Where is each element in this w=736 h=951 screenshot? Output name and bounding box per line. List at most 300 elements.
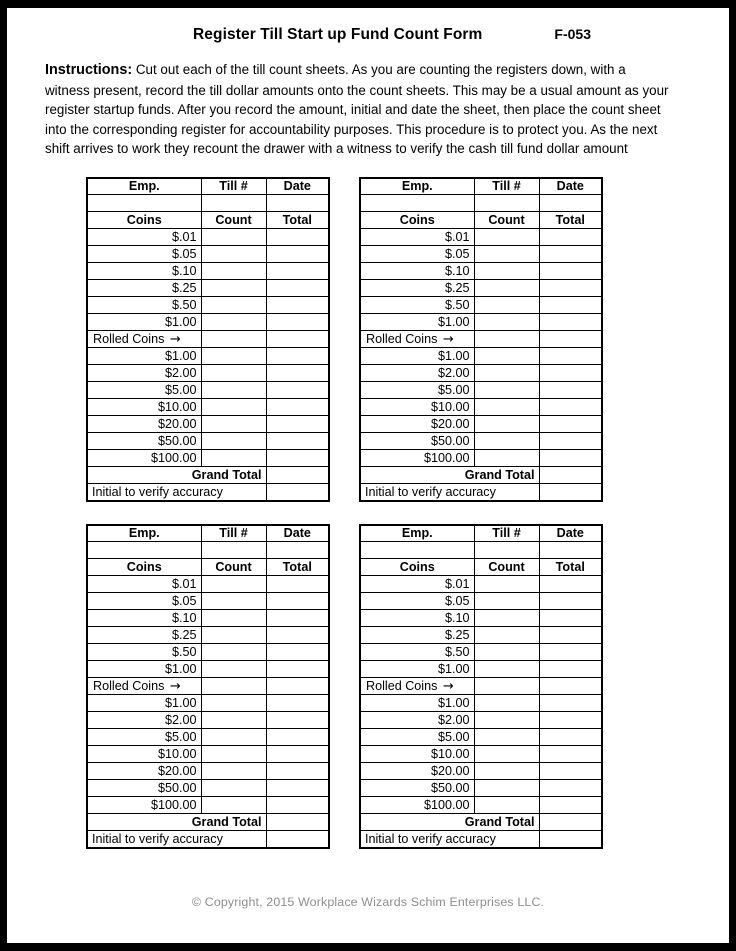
initial-input-cell[interactable] bbox=[539, 831, 602, 848]
total-input-cell[interactable] bbox=[266, 780, 329, 797]
denomination-label: $1.00 bbox=[87, 695, 201, 712]
denomination-row bbox=[360, 246, 602, 263]
total-input-cell[interactable] bbox=[539, 450, 602, 467]
count-input-cell[interactable] bbox=[201, 280, 266, 297]
grand-total-label: Grand Total bbox=[360, 814, 539, 831]
denomination-label: $.01 bbox=[87, 229, 201, 246]
total-input-cell[interactable] bbox=[266, 382, 329, 399]
denomination-label: $.01 bbox=[87, 576, 201, 593]
document-header bbox=[33, 26, 703, 44]
denomination-row bbox=[360, 712, 602, 729]
denomination-row bbox=[87, 433, 329, 450]
total-input-cell[interactable] bbox=[266, 661, 329, 678]
till-count-sheet-bottom-right bbox=[359, 524, 603, 849]
denomination-row bbox=[87, 712, 329, 729]
grand-total-row bbox=[360, 467, 602, 484]
denomination-label: $10.00 bbox=[360, 399, 474, 416]
denomination-label: $5.00 bbox=[87, 729, 201, 746]
denomination-label: $.50 bbox=[87, 297, 201, 314]
count-input-cell[interactable] bbox=[474, 746, 539, 763]
denomination-label: $.01 bbox=[360, 576, 474, 593]
total-input-cell[interactable] bbox=[539, 712, 602, 729]
denomination-row bbox=[360, 450, 602, 467]
denomination-label: $1.00 bbox=[87, 314, 201, 331]
arrow-right-icon: → bbox=[169, 331, 181, 347]
count-input-cell[interactable] bbox=[474, 695, 539, 712]
total-input-cell[interactable] bbox=[266, 729, 329, 746]
count-sheets-grid bbox=[33, 177, 703, 849]
denomination-label: $.10 bbox=[87, 610, 201, 627]
till-count-sheet-bottom-left bbox=[86, 524, 330, 849]
denomination-row bbox=[360, 348, 602, 365]
total-input-cell[interactable] bbox=[539, 763, 602, 780]
denomination-row bbox=[87, 661, 329, 678]
count-input-cell[interactable] bbox=[474, 348, 539, 365]
subheader-total: Total bbox=[266, 559, 329, 576]
total-input-cell[interactable] bbox=[539, 263, 602, 280]
denomination-label: $.05 bbox=[360, 246, 474, 263]
total-input-cell[interactable] bbox=[266, 365, 329, 382]
instructions-text: Cut out each of the till count sheets. As you are counting the registers down, with a witness present, record the till dollar amounts onto the count sheets. This may be a usual amount as your register startup funds. After you record the amount, initial and date the sheet, then place the count sheet into the corresponding register for accountability purposes. This procedure is to protect you. As the next shift arrives to work they recount the drawer with a witness to verify the cash till fund dollar amount bbox=[45, 62, 669, 157]
denomination-row bbox=[360, 365, 602, 382]
denomination-label: $2.00 bbox=[360, 712, 474, 729]
denomination-label: $50.00 bbox=[87, 433, 201, 450]
total-input-cell[interactable] bbox=[266, 712, 329, 729]
total-input-cell[interactable] bbox=[539, 610, 602, 627]
subheader-coins: Coins bbox=[360, 212, 474, 229]
arrow-right-icon: → bbox=[442, 331, 454, 347]
rolled-coins-text: Rolled Coins bbox=[93, 678, 165, 693]
denomination-row bbox=[87, 263, 329, 280]
total-input-cell[interactable] bbox=[266, 593, 329, 610]
total-input-cell[interactable] bbox=[266, 399, 329, 416]
denomination-label: $100.00 bbox=[360, 797, 474, 814]
denomination-row bbox=[87, 610, 329, 627]
count-input-cell[interactable] bbox=[474, 661, 539, 678]
till-number-input-cell[interactable] bbox=[474, 195, 539, 212]
sheet-entry-row bbox=[360, 195, 602, 212]
total-input-cell[interactable] bbox=[539, 661, 602, 678]
header-date: Date bbox=[266, 525, 329, 542]
total-input-cell[interactable] bbox=[539, 297, 602, 314]
initial-input-cell[interactable] bbox=[539, 484, 602, 501]
denomination-row bbox=[87, 644, 329, 661]
denomination-row bbox=[360, 627, 602, 644]
count-input-cell[interactable] bbox=[201, 382, 266, 399]
count-input-cell[interactable] bbox=[474, 331, 539, 348]
initial-label: Initial to verify accuracy bbox=[360, 484, 539, 501]
count-input-cell[interactable] bbox=[474, 246, 539, 263]
grand-total-label: Grand Total bbox=[87, 467, 266, 484]
denomination-row bbox=[360, 416, 602, 433]
total-input-cell[interactable] bbox=[539, 382, 602, 399]
date-input-cell[interactable] bbox=[266, 542, 329, 559]
total-input-cell[interactable] bbox=[539, 331, 602, 348]
count-input-cell[interactable] bbox=[201, 763, 266, 780]
denomination-label: $1.00 bbox=[87, 661, 201, 678]
page-content bbox=[7, 8, 729, 943]
denomination-row bbox=[360, 331, 602, 348]
total-input-cell[interactable] bbox=[266, 297, 329, 314]
header-till-number: Till # bbox=[474, 178, 539, 195]
header-till-number: Till # bbox=[201, 525, 266, 542]
denomination-row bbox=[87, 780, 329, 797]
total-input-cell[interactable] bbox=[266, 576, 329, 593]
count-input-cell[interactable] bbox=[474, 297, 539, 314]
subheader-count: Count bbox=[201, 212, 266, 229]
denomination-row bbox=[360, 314, 602, 331]
total-input-cell[interactable] bbox=[539, 280, 602, 297]
total-input-cell[interactable] bbox=[266, 627, 329, 644]
count-input-cell[interactable] bbox=[474, 314, 539, 331]
denomination-row bbox=[360, 229, 602, 246]
denomination-row bbox=[87, 314, 329, 331]
count-input-cell[interactable] bbox=[201, 450, 266, 467]
rolled-coins-text: Rolled Coins bbox=[366, 331, 438, 346]
count-input-cell[interactable] bbox=[474, 678, 539, 695]
denomination-label: $100.00 bbox=[360, 450, 474, 467]
denomination-row bbox=[87, 280, 329, 297]
count-input-cell[interactable] bbox=[474, 576, 539, 593]
count-input-cell[interactable] bbox=[201, 695, 266, 712]
count-input-cell[interactable] bbox=[201, 416, 266, 433]
date-input-cell[interactable] bbox=[539, 542, 602, 559]
initial-row bbox=[87, 484, 329, 501]
total-input-cell[interactable] bbox=[539, 365, 602, 382]
total-input-cell[interactable] bbox=[539, 229, 602, 246]
denomination-label: $2.00 bbox=[87, 365, 201, 382]
count-input-cell[interactable] bbox=[474, 280, 539, 297]
sheet-subheader-row bbox=[360, 559, 602, 576]
denomination-row bbox=[87, 729, 329, 746]
header-emp: Emp. bbox=[360, 178, 474, 195]
sheet-entry-row bbox=[87, 195, 329, 212]
count-input-cell[interactable] bbox=[474, 593, 539, 610]
denomination-row bbox=[360, 661, 602, 678]
denomination-label: $.10 bbox=[360, 610, 474, 627]
initial-label: Initial to verify accuracy bbox=[360, 831, 539, 848]
total-input-cell[interactable] bbox=[539, 797, 602, 814]
count-input-cell[interactable] bbox=[201, 712, 266, 729]
initial-row bbox=[360, 484, 602, 501]
initial-label: Initial to verify accuracy bbox=[87, 484, 266, 501]
till-count-sheet-top-left bbox=[86, 177, 330, 502]
denomination-row bbox=[87, 382, 329, 399]
denomination-label: $.05 bbox=[360, 593, 474, 610]
arrow-right-icon: → bbox=[169, 678, 181, 694]
denomination-label: $.25 bbox=[360, 627, 474, 644]
sheet-header-row bbox=[360, 525, 602, 542]
total-input-cell[interactable] bbox=[266, 433, 329, 450]
count-input-cell[interactable] bbox=[201, 661, 266, 678]
denomination-label: $.50 bbox=[87, 644, 201, 661]
count-input-cell[interactable] bbox=[474, 382, 539, 399]
denomination-row bbox=[360, 433, 602, 450]
denomination-row bbox=[87, 797, 329, 814]
denomination-row bbox=[360, 382, 602, 399]
instructions-paragraph bbox=[33, 60, 703, 159]
total-input-cell[interactable] bbox=[539, 746, 602, 763]
sheet-subheader-row bbox=[87, 559, 329, 576]
total-input-cell[interactable] bbox=[539, 678, 602, 695]
denomination-row bbox=[360, 576, 602, 593]
grand-total-input-cell[interactable] bbox=[266, 814, 329, 831]
subheader-coins: Coins bbox=[360, 559, 474, 576]
denomination-row bbox=[87, 746, 329, 763]
count-input-cell[interactable] bbox=[474, 780, 539, 797]
denomination-label: $.10 bbox=[360, 263, 474, 280]
header-emp: Emp. bbox=[87, 178, 201, 195]
denomination-row bbox=[87, 627, 329, 644]
denomination-label: $.50 bbox=[360, 644, 474, 661]
sheet-entry-row bbox=[360, 542, 602, 559]
rolled-coins-label bbox=[360, 678, 474, 695]
subheader-count: Count bbox=[474, 559, 539, 576]
denomination-row bbox=[87, 450, 329, 467]
rolled-coins-label bbox=[360, 331, 474, 348]
date-input-cell[interactable] bbox=[539, 195, 602, 212]
total-input-cell[interactable] bbox=[266, 644, 329, 661]
header-till-number: Till # bbox=[474, 525, 539, 542]
total-input-cell[interactable] bbox=[539, 399, 602, 416]
count-input-cell[interactable] bbox=[201, 610, 266, 627]
total-input-cell[interactable] bbox=[266, 797, 329, 814]
total-input-cell[interactable] bbox=[539, 348, 602, 365]
denomination-row bbox=[360, 280, 602, 297]
count-input-cell[interactable] bbox=[474, 229, 539, 246]
denomination-row bbox=[87, 763, 329, 780]
count-input-cell[interactable] bbox=[474, 263, 539, 280]
total-input-cell[interactable] bbox=[266, 678, 329, 695]
till-number-input-cell[interactable] bbox=[474, 542, 539, 559]
total-input-cell[interactable] bbox=[266, 746, 329, 763]
total-input-cell[interactable] bbox=[539, 246, 602, 263]
total-input-cell[interactable] bbox=[266, 314, 329, 331]
denomination-row bbox=[87, 365, 329, 382]
header-date: Date bbox=[266, 178, 329, 195]
instructions-label: Instructions: bbox=[45, 62, 133, 78]
subheader-count: Count bbox=[474, 212, 539, 229]
denomination-label: $5.00 bbox=[87, 382, 201, 399]
arrow-right-icon: → bbox=[442, 678, 454, 694]
total-input-cell[interactable] bbox=[266, 263, 329, 280]
denomination-row bbox=[360, 399, 602, 416]
grand-total-input-cell[interactable] bbox=[539, 467, 602, 484]
denomination-label: $1.00 bbox=[360, 348, 474, 365]
emp-input-cell[interactable] bbox=[360, 542, 474, 559]
denomination-label: $1.00 bbox=[360, 695, 474, 712]
total-input-cell[interactable] bbox=[539, 729, 602, 746]
denomination-row bbox=[360, 610, 602, 627]
denomination-row bbox=[360, 797, 602, 814]
subheader-total: Total bbox=[539, 212, 602, 229]
count-input-cell[interactable] bbox=[474, 399, 539, 416]
total-input-cell[interactable] bbox=[266, 695, 329, 712]
denomination-label: $100.00 bbox=[87, 450, 201, 467]
count-input-cell[interactable] bbox=[201, 263, 266, 280]
total-input-cell[interactable] bbox=[266, 331, 329, 348]
denomination-label: $1.00 bbox=[87, 348, 201, 365]
denomination-label: $50.00 bbox=[87, 780, 201, 797]
count-input-cell[interactable] bbox=[474, 797, 539, 814]
total-input-cell[interactable] bbox=[539, 780, 602, 797]
denomination-row bbox=[360, 678, 602, 695]
denomination-row bbox=[360, 780, 602, 797]
total-input-cell[interactable] bbox=[266, 348, 329, 365]
emp-input-cell[interactable] bbox=[87, 542, 201, 559]
denomination-label: $50.00 bbox=[360, 780, 474, 797]
count-input-cell[interactable] bbox=[474, 627, 539, 644]
count-input-cell[interactable] bbox=[474, 644, 539, 661]
count-input-cell[interactable] bbox=[201, 433, 266, 450]
count-input-cell[interactable] bbox=[201, 399, 266, 416]
grand-total-row bbox=[87, 814, 329, 831]
denomination-label: $.05 bbox=[87, 246, 201, 263]
denomination-label: $.05 bbox=[87, 593, 201, 610]
denomination-row bbox=[360, 644, 602, 661]
denomination-row bbox=[360, 297, 602, 314]
total-input-cell[interactable] bbox=[539, 416, 602, 433]
total-input-cell[interactable] bbox=[539, 593, 602, 610]
denomination-row bbox=[87, 678, 329, 695]
grand-total-label: Grand Total bbox=[360, 467, 539, 484]
denomination-row bbox=[87, 416, 329, 433]
count-input-cell[interactable] bbox=[474, 450, 539, 467]
count-input-cell[interactable] bbox=[474, 729, 539, 746]
denomination-label: $5.00 bbox=[360, 382, 474, 399]
denomination-label: $.01 bbox=[360, 229, 474, 246]
denomination-label: $.25 bbox=[87, 280, 201, 297]
subheader-total: Total bbox=[539, 559, 602, 576]
total-input-cell[interactable] bbox=[539, 627, 602, 644]
sheet-entry-row bbox=[87, 542, 329, 559]
count-input-cell[interactable] bbox=[201, 229, 266, 246]
count-input-cell[interactable] bbox=[201, 627, 266, 644]
total-input-cell[interactable] bbox=[266, 229, 329, 246]
sheet-header-row bbox=[87, 525, 329, 542]
count-input-cell[interactable] bbox=[201, 576, 266, 593]
sheet-header-row bbox=[87, 178, 329, 195]
denomination-label: $20.00 bbox=[87, 416, 201, 433]
count-input-cell[interactable] bbox=[201, 746, 266, 763]
denomination-row bbox=[360, 763, 602, 780]
header-date: Date bbox=[539, 525, 602, 542]
rolled-coins-label bbox=[87, 678, 201, 695]
emp-input-cell[interactable] bbox=[360, 195, 474, 212]
rolled-coins-text: Rolled Coins bbox=[366, 678, 438, 693]
count-input-cell[interactable] bbox=[201, 797, 266, 814]
denomination-label: $10.00 bbox=[360, 746, 474, 763]
count-input-cell[interactable] bbox=[474, 365, 539, 382]
count-input-cell[interactable] bbox=[474, 763, 539, 780]
count-input-cell[interactable] bbox=[201, 593, 266, 610]
page-title: Register Till Start up Fund Count Form bbox=[193, 26, 483, 43]
date-input-cell[interactable] bbox=[266, 195, 329, 212]
denomination-row bbox=[360, 746, 602, 763]
count-input-cell[interactable] bbox=[201, 678, 266, 695]
total-input-cell[interactable] bbox=[266, 280, 329, 297]
denomination-row bbox=[360, 263, 602, 280]
denomination-row bbox=[87, 229, 329, 246]
subheader-coins: Coins bbox=[87, 559, 201, 576]
total-input-cell[interactable] bbox=[539, 695, 602, 712]
total-input-cell[interactable] bbox=[266, 610, 329, 627]
header-till-number: Till # bbox=[201, 178, 266, 195]
denomination-label: $10.00 bbox=[87, 746, 201, 763]
emp-input-cell[interactable] bbox=[87, 195, 201, 212]
till-number-input-cell[interactable] bbox=[201, 542, 266, 559]
denomination-label: $1.00 bbox=[360, 314, 474, 331]
grand-total-input-cell[interactable] bbox=[539, 814, 602, 831]
initial-label: Initial to verify accuracy bbox=[87, 831, 266, 848]
count-input-cell[interactable] bbox=[201, 314, 266, 331]
count-input-cell[interactable] bbox=[474, 416, 539, 433]
denomination-label: $1.00 bbox=[360, 661, 474, 678]
denomination-row bbox=[87, 576, 329, 593]
sheet-header-row bbox=[360, 178, 602, 195]
initial-row bbox=[87, 831, 329, 848]
denomination-label: $20.00 bbox=[87, 763, 201, 780]
count-input-cell[interactable] bbox=[201, 644, 266, 661]
initial-input-cell[interactable] bbox=[266, 831, 329, 848]
denomination-row bbox=[360, 593, 602, 610]
denomination-label: $2.00 bbox=[360, 365, 474, 382]
count-input-cell[interactable] bbox=[201, 348, 266, 365]
count-input-cell[interactable] bbox=[474, 712, 539, 729]
count-input-cell[interactable] bbox=[474, 610, 539, 627]
total-input-cell[interactable] bbox=[266, 416, 329, 433]
total-input-cell[interactable] bbox=[266, 763, 329, 780]
denomination-label: $.10 bbox=[87, 263, 201, 280]
count-input-cell[interactable] bbox=[201, 365, 266, 382]
count-input-cell[interactable] bbox=[201, 246, 266, 263]
total-input-cell[interactable] bbox=[266, 450, 329, 467]
count-input-cell[interactable] bbox=[474, 433, 539, 450]
initial-row bbox=[360, 831, 602, 848]
till-number-input-cell[interactable] bbox=[201, 195, 266, 212]
denomination-label: $20.00 bbox=[360, 763, 474, 780]
denomination-row bbox=[87, 348, 329, 365]
total-input-cell[interactable] bbox=[539, 433, 602, 450]
denomination-row bbox=[87, 297, 329, 314]
denomination-row bbox=[87, 246, 329, 263]
header-emp: Emp. bbox=[87, 525, 201, 542]
total-input-cell[interactable] bbox=[266, 246, 329, 263]
count-input-cell[interactable] bbox=[201, 297, 266, 314]
count-input-cell[interactable] bbox=[201, 729, 266, 746]
header-emp: Emp. bbox=[360, 525, 474, 542]
total-input-cell[interactable] bbox=[539, 576, 602, 593]
sheet-subheader-row bbox=[360, 212, 602, 229]
denomination-label: $.25 bbox=[87, 627, 201, 644]
denomination-row bbox=[87, 695, 329, 712]
denomination-label: $.50 bbox=[360, 297, 474, 314]
total-input-cell[interactable] bbox=[539, 314, 602, 331]
grand-total-row bbox=[360, 814, 602, 831]
denomination-label: $.25 bbox=[360, 280, 474, 297]
denomination-row bbox=[87, 593, 329, 610]
count-input-cell[interactable] bbox=[201, 331, 266, 348]
total-input-cell[interactable] bbox=[539, 644, 602, 661]
grand-total-label: Grand Total bbox=[87, 814, 266, 831]
denomination-row bbox=[360, 695, 602, 712]
denomination-label: $5.00 bbox=[360, 729, 474, 746]
count-input-cell[interactable] bbox=[201, 780, 266, 797]
subheader-total: Total bbox=[266, 212, 329, 229]
grand-total-input-cell[interactable] bbox=[266, 467, 329, 484]
denomination-label: $100.00 bbox=[87, 797, 201, 814]
initial-input-cell[interactable] bbox=[266, 484, 329, 501]
